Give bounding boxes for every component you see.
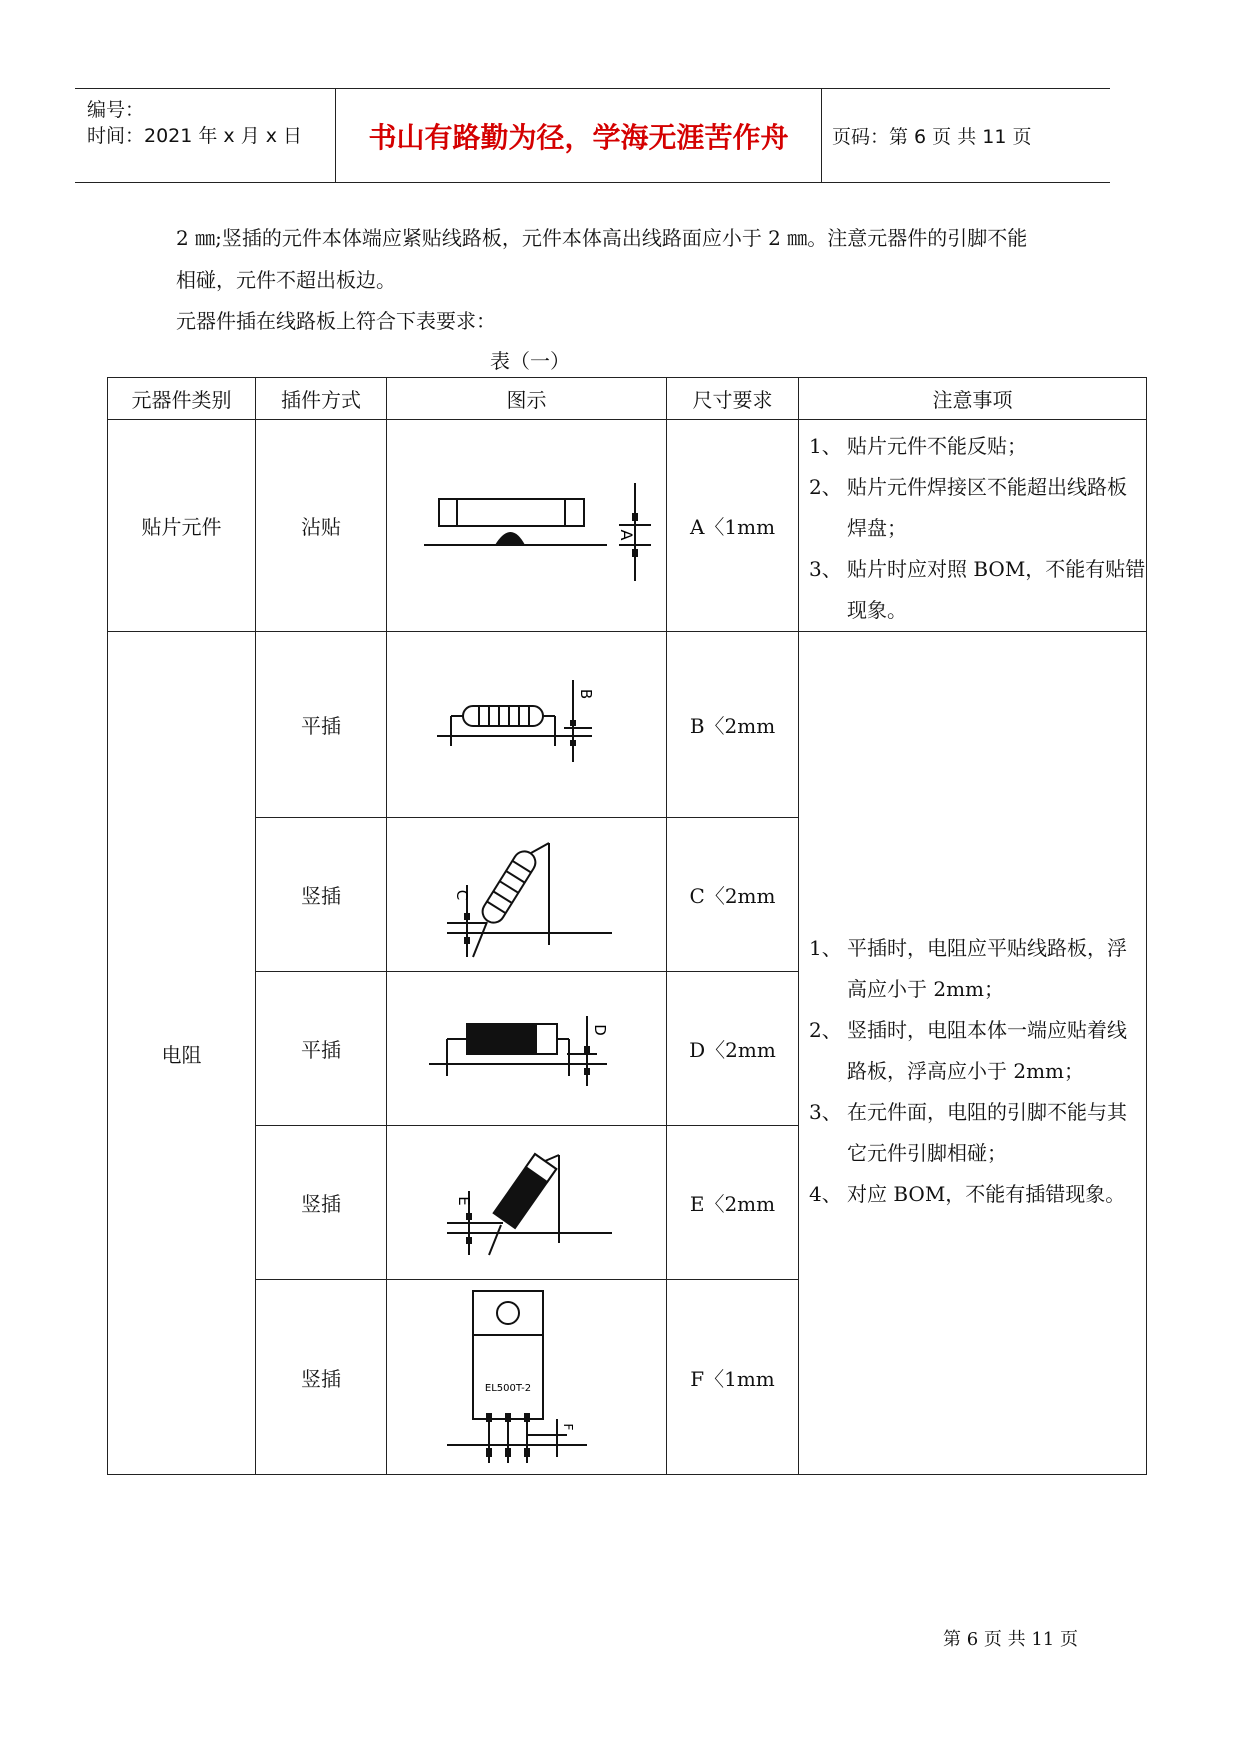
resistor-figure-2-cell bbox=[387, 818, 667, 972]
serial-label: 编号： bbox=[87, 99, 145, 121]
header-motto: 书山有路勤为径，学海无涯苦作舟 bbox=[336, 89, 822, 182]
component-insertion-table bbox=[107, 377, 1147, 1475]
resistor-figure-label-5: F bbox=[560, 1423, 575, 1430]
resistor-category: 电阻 bbox=[108, 632, 256, 1475]
smd-notes bbox=[799, 420, 1147, 632]
resistor-note-4: 4、 对应 BOM，不能有插错现象。 bbox=[809, 1181, 1126, 1206]
resistor-size-5: F〈1mm bbox=[667, 1280, 799, 1475]
paragraph-line-3: 元器件插在线路板上符合下表要求： bbox=[176, 309, 496, 333]
resistor-method-1: 平插 bbox=[256, 632, 387, 818]
horizontal-resistor-diagram bbox=[417, 670, 637, 780]
resistor-figure-label-3: D bbox=[590, 1023, 609, 1036]
resistor-method-4: 竖插 bbox=[256, 1126, 387, 1280]
resistor-method-5: 竖插 bbox=[256, 1280, 387, 1475]
resistor-size-4: E〈2mm bbox=[667, 1126, 799, 1280]
smd-component-diagram bbox=[397, 461, 657, 591]
header-category: 元器件类别 bbox=[108, 378, 256, 420]
smd-note-3: 3、 贴片时应对照 BOM，不能有贴错现象。 bbox=[809, 557, 1146, 622]
smd-category: 贴片元件 bbox=[108, 420, 256, 632]
smd-note-1: 1、 贴片元件不能反贴； bbox=[809, 434, 1027, 458]
table-row-resistor-1 bbox=[108, 632, 1147, 818]
resistor-figure-label-4: E bbox=[454, 1195, 473, 1206]
header-page-info: 页码：第 6 页 共 11 页 bbox=[832, 126, 1032, 148]
resistor-figure-1-cell bbox=[387, 632, 667, 818]
resistor-method-2: 竖插 bbox=[256, 818, 387, 972]
header-figure: 图示 bbox=[387, 378, 667, 420]
smd-figure-cell bbox=[387, 420, 667, 632]
chip-part-label: EL500T-2 bbox=[484, 1382, 531, 1394]
page-footer: 第 6 页 共 11 页 bbox=[943, 1629, 1078, 1650]
header-meta-cell bbox=[75, 89, 336, 182]
header-notes: 注意事项 bbox=[799, 378, 1147, 420]
resistor-figure-label-2: C bbox=[452, 889, 471, 900]
horizontal-diode-diagram bbox=[417, 994, 637, 1104]
resistor-note-1: 1、 平插时，电阻应平贴线路板，浮高应小于 2mm； bbox=[809, 935, 1127, 1001]
resistor-size-3: D〈2mm bbox=[667, 972, 799, 1126]
resistor-figure-label-1: B bbox=[576, 688, 595, 699]
vertical-diode-diagram bbox=[427, 1143, 627, 1263]
resistor-figure-4-cell bbox=[387, 1126, 667, 1280]
smd-figure-label: A bbox=[616, 529, 636, 540]
smd-method: 沾贴 bbox=[256, 420, 387, 632]
header-size: 尺寸要求 bbox=[667, 378, 799, 420]
vertical-resistor-diagram bbox=[427, 825, 627, 965]
resistor-method-3: 平插 bbox=[256, 972, 387, 1126]
time-label: 时间：2021 年 x 月 x 日 bbox=[87, 125, 303, 147]
resistor-figure-5-cell bbox=[387, 1280, 667, 1475]
header-method: 插件方式 bbox=[256, 378, 387, 420]
resistor-notes bbox=[799, 632, 1147, 1475]
table-header-row bbox=[108, 378, 1147, 420]
page-header bbox=[75, 88, 1110, 183]
table-caption: 表（一） bbox=[490, 349, 570, 373]
resistor-size-1: B〈2mm bbox=[667, 632, 799, 818]
resistor-size-2: C〈2mm bbox=[667, 818, 799, 972]
paragraph-line-1: 2 ㎜;竖插的元件本体端应紧贴线路板，元件本体高出线路面应小于 2 ㎜。注意元器件的引脚不能 bbox=[176, 226, 1028, 250]
table-row-smd bbox=[108, 420, 1147, 632]
smd-note-2: 2、 贴片元件焊接区不能超出线路板焊盘； bbox=[809, 475, 1127, 540]
paragraph-line-2: 相碰，元件不超出板边。 bbox=[176, 268, 396, 292]
resistor-note-3: 3、 在元件面，电阻的引脚不能与其它元件引脚相碰； bbox=[809, 1099, 1127, 1165]
to220-package-diagram bbox=[427, 1285, 627, 1470]
resistor-note-2: 2、 竖插时，电阻本体一端应贴着线路板，浮高应小于 2mm； bbox=[809, 1017, 1127, 1083]
resistor-figure-3-cell bbox=[387, 972, 667, 1126]
smd-size: A〈1mm bbox=[667, 420, 799, 632]
